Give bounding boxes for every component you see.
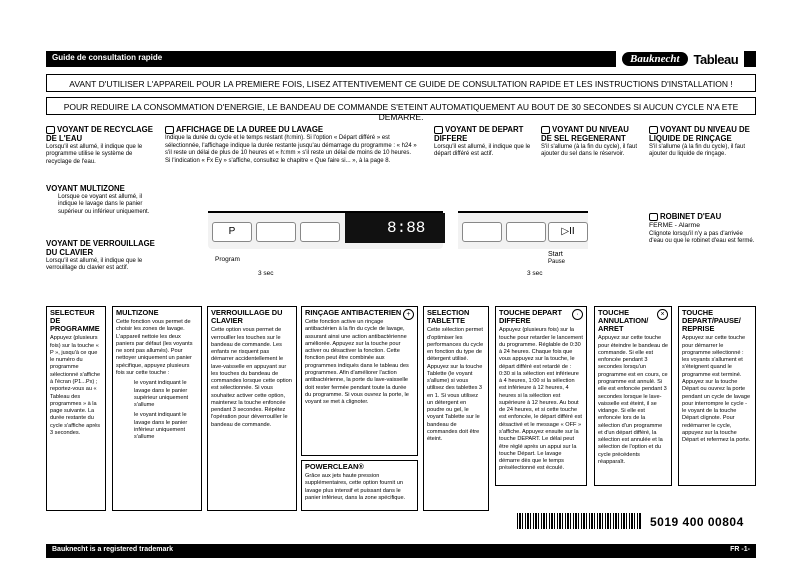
rincage-title: VOYANT DU NIVEAU DE LIQUIDE DE RINÇAGE [649, 125, 750, 144]
pause-label: Pause [548, 259, 566, 265]
rincage-block [649, 126, 755, 159]
cancel-icon: × [657, 309, 668, 320]
clock-icon-small: · [572, 309, 583, 320]
multizone-block [46, 185, 156, 216]
start-pause-button[interactable]: ▷II [548, 222, 588, 242]
cell-multizone-item1: le voyant indiquant le lavage dans le panier supérieur uniquement s'allume [134, 380, 189, 409]
cell-selecteur [46, 306, 106, 511]
depart-block [434, 126, 534, 159]
multizone-button[interactable] [256, 222, 296, 242]
cell-tablette-title: SELECTION TABLETTE [427, 308, 470, 326]
powerclean-text: Grâce aux jets haute pression supplémentaires, cette option fournit un lavage plus intensif et puissant dans le panier inférieur, dans la zone spécifique. [305, 473, 406, 501]
duration-display: 8:88 [345, 213, 445, 243]
cell-multizone-title: MULTIZONE [116, 308, 159, 317]
part-number: 5019 400 00804 [650, 515, 744, 529]
cell-selecteur-title: SELECTEUR DE PROGRAMME [50, 308, 100, 334]
robinet-sub: FERME - Alarme [649, 222, 700, 230]
recyclage-text: Lorsqu'il est allumé, il indique que le programme utilise le système de recyclage de l'eau. [46, 143, 143, 165]
affichage-block [165, 126, 420, 165]
cell-tablette [423, 306, 489, 511]
affichage-text: Indique la durée du cycle et le temps restant (h:min). Si l'option « Départ différé » est sélectionnée, l'affichage indique la durée restante jusqu'au démarrage du programme : « h24 » s'il reste un délai de plus de 10 heures et « h:mm » s'il reste un délai de moins de 10 heures. [165, 135, 417, 157]
cell-depart-differe [495, 306, 587, 486]
sel-block [541, 126, 641, 159]
cell-depart-pause-title: TOUCHE DEPART/PAUSE/ REPRISE [682, 308, 741, 334]
barcode [517, 513, 641, 529]
recyclage-block [46, 126, 156, 166]
verrouillage-title: VOYANT DE VERROUILLAGE DU CLAVIER [46, 239, 155, 257]
cell-multizone [112, 306, 202, 511]
cell-selecteur-text: Appuyez (plusieurs fois) sur la touche « P », jusqu'à ce que le numéro du programme sélectionné s'affiche à l'écran (P1...Px) ; reportez-vous au « Tableau des programmes » à la page suivante. La durée restante du cycle s'affiche après 3 secondes. [50, 335, 101, 436]
tablet-button[interactable] [462, 222, 502, 242]
cell-annulation-text: Appuyez sur cette touche pour éteindre le bandeau de commande. Si elle est enfoncée pendant 3 secondes lorsqu'un programme est en cours, ce programme est annulé. Si elle est enfoncée pendant 3 secondes lorsque le lave-vaisselle est éteint, il se vidange. Si elle est enfoncée lors de la sélection d'un programme et d'un départ différé, la sélection est annulée et la sélection de l'option et du cycle précédents réapparaît. [598, 335, 668, 465]
verrouillage-text: Lorsqu'il est allumé, il indique que le verrouillage du clavier est actif. [46, 257, 143, 272]
cell-verrouillage-title: VERROUILLAGE DU CLAVIER [211, 308, 283, 326]
depart-title: VOYANT DE DEPART DIFFERE [434, 125, 524, 144]
cell-rincage [301, 306, 418, 456]
header-title: Guide de consultation rapide [52, 53, 163, 62]
lock-label: 3 sec [258, 270, 274, 277]
antibacterial-button[interactable] [300, 222, 340, 242]
salt-icon [541, 126, 550, 134]
rinse-aid-icon [649, 126, 658, 134]
cell-multizone-text: Cette fonction vous permet de choisir les zones de lavage. L'appareil nettoie les deux paniers par défaut (les voyants ne sont pas allumés). Pour nettoyer uniquement un panier spécifique, appuyez plusieurs fois sur cette touche : [116, 319, 193, 376]
affichage-text2: Si l'indication « Fx Ey » s'affiche, consultez le chapitre « Que faire si... », à la page 8. [165, 157, 391, 164]
robinet-title: ROBINET D'EAU [660, 212, 722, 222]
recyclage-title: VOYANT DE RECYCLAGE DE L'EAU [46, 125, 153, 144]
cell-rincage-text: Cette fonction active un rinçage antibactérien à la fin du cycle de lavage, assurant ainsi une action antibactérienne améliorée. Appuyez sur la touche pour activer ou désactiver la fonction. Cette fonction peut être combinée aux programmes indiqués dans le tableau des programmes. Afin d'améliorer l'action antibactérienne, la porte du lave-vaisselle doit rester fermée pendant toute la durée du programme. Si vous ouvrez la porte, le voyant se met à clignoter. [305, 319, 409, 406]
delay-button[interactable] [506, 222, 546, 242]
cell-verrouillage [207, 306, 297, 511]
cell-tablette-text: Cette sélection permet d'optimiser les performances du cycle en fonction du type de détergent utilisé. Appuyez sur la touche Tablette (le voyant s'allume) si vous utilisez des tablettes 3 en 1. Si vous utilisez un détergent en poudre ou gel, le voyant Tablette sur le bandeau de commandes doit être éteint. [427, 327, 484, 443]
warning-first-use: AVANT D'UTILISER L'APPAREIL POUR LA PREMIERE FOIS, LISEZ ATTENTIVEMENT CE GUIDE DE CONSULTATION RAPIDE ET LES INSTRUCTIONS D'INSTALLATION ! [46, 74, 756, 92]
cell-rincage-title: RINÇAGE ANTIBACTERIEN [305, 308, 402, 317]
program-label: Program [215, 256, 240, 263]
footer-bar [46, 544, 756, 558]
depart-text: Lorsqu'il est allumé, il indique que le départ différé est actif. [434, 143, 531, 158]
cancel-label: 3 sec [527, 270, 543, 277]
cell-depart-differe-title: TOUCHE DEPART DIFFERE [499, 308, 562, 326]
brand-block [616, 49, 744, 69]
brand-logo: Bauknecht [622, 52, 688, 66]
robinet-text: Clignote lorsqu'il n'y a pas d'arrivée d'eau ou que le robinet d'eau est fermé. [649, 230, 755, 244]
affichage-title: AFFICHAGE DE LA DUREE DU LAVAGE [176, 125, 324, 135]
cell-verrouillage-text: Cette option vous permet de verrouiller les touches sur le bandeau de commande. Les enfants ne risquent pas démarrer accidentellement le lave-vaisselle en appuyant sur les touches du bandeau de commandes lorsque cette option est sélectionnée. Si vous souhaitez activer cette option, maintenez la touche enfoncée pendant 3 secondes. Répétez l'opération pour déverrouiller le bandeau de commande. [211, 327, 292, 428]
cell-annulation-title: TOUCHE ANNULATION/ ARRET [598, 308, 649, 334]
cell-annulation [594, 306, 672, 486]
page-number: FR -1- [730, 546, 750, 553]
model-name: Tableau [693, 51, 739, 67]
cell-depart-pause [678, 306, 756, 486]
magnifier-icon: + [403, 309, 414, 320]
tap-icon [649, 213, 658, 221]
verrouillage-block [46, 240, 156, 273]
cell-depart-pause-text: Appuyez sur cette touche pour démarrer le programme sélectionné : les voyants s'allument et s'éteignent quand le programme est terminé. Appuyez sur la touche Départ ou ouvrez la porte pendant un cycle de lavage pour interrompre le cycle - le voyant de la touche Départ clignote. Pour redémarrer le cycle, appuyez sur la touche Départ et refermez la porte. [682, 335, 751, 444]
start-label: Start [548, 251, 563, 258]
clock-icon [434, 126, 443, 134]
rincage-text: S'il s'allume (à la fin du cycle), il faut ajouter du liquide de rinçage. [649, 143, 745, 158]
warning-energy: POUR REDUIRE LA CONSOMMATION D'ENERGIE, LE BANDEAU DE COMMANDE S'ETEINT AUTOMATIQUEMENT AU BOUT DE 30 SECONDES SI AUCUN CYCLE N'A ETE DEMARRE. [46, 97, 756, 115]
trademark-text: Bauknecht is a registered trademark [52, 546, 173, 553]
cell-multizone-item2: le voyant indiquant le lavage dans le panier inférieur uniquement s'allume [134, 412, 188, 441]
recycle-icon [46, 126, 55, 134]
sel-text: S'il s'allume (à la fin du cycle), il faut ajouter du sel dans le réservoir. [541, 143, 637, 158]
cell-powerclean [301, 460, 418, 511]
multizone-title: VOYANT MULTIZONE [46, 184, 125, 193]
cell-depart-differe-text: Appuyez (plusieurs fois) sur la touche pour retarder le lancement du programme. Réglable de 0:30 à 24 heures. Chaque fois que vous appuyez sur la touche, le départ différé est retardé de : 0:30 si la sélection est inférieure à 4 heures, 1:00 si la sélection est inférieure à 12 heures, 4 heures si la sélection est supérieure à 12 heures. Au bout de 24 heures, et si cette touche est enfoncée, le départ différé est désactivé et le message « OFF » s'affiche. Appuyez ensuite sur la touche DEPART. Le délai peut être réglé après un appui sur la touche Départ. Le lavage démarre dès que le temps présélectionné est écoulé. [499, 327, 583, 472]
display-icon [165, 126, 174, 134]
powerclean-title: POWERCLEAN® [305, 462, 364, 471]
sel-title: VOYANT DU NIVEAU DE SEL REGENERANT [541, 125, 629, 144]
multizone-text: Lorsque ce voyant est allumé, il indique le lavage dans le panier supérieur ou inférieur uniquement. [58, 193, 150, 215]
program-button[interactable]: P [212, 222, 252, 242]
robinet-block [649, 213, 755, 246]
